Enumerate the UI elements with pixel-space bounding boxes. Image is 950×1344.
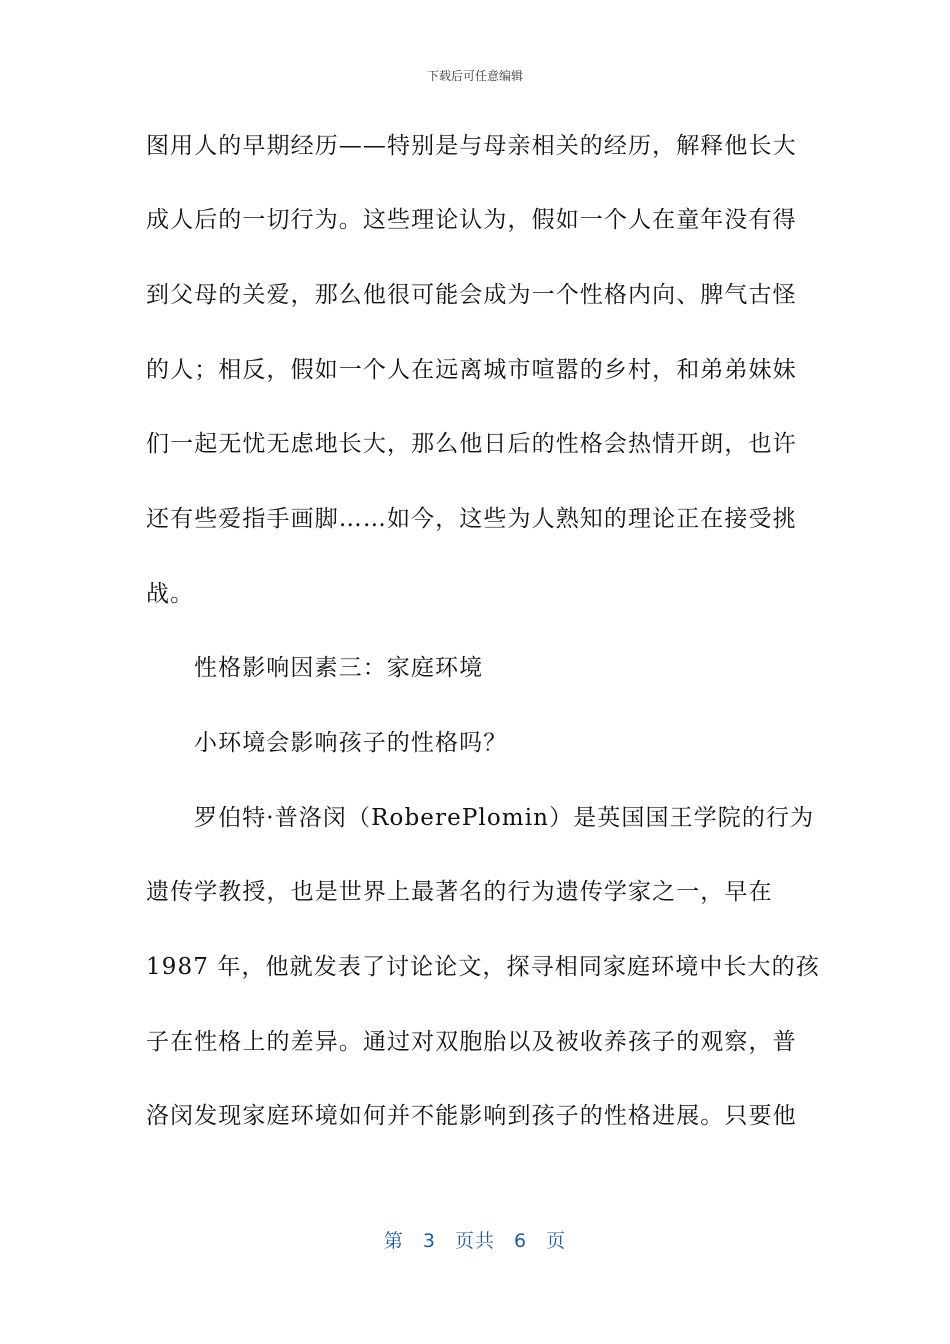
- paragraph-line: 还有些爱指手画脚……如今，这些为人熟知的理论正在接受挑: [146, 506, 797, 532]
- page-header: 下载后可任意编辑: [426, 69, 523, 83]
- section-question: 小环境会影响孩子的性格吗？: [194, 730, 508, 756]
- paragraph-line: 们一起无忧无虑地长大，那么他日后的性格会热情开朗，也许: [146, 431, 797, 457]
- paragraph-line: 的人；相反，假如一个人在远离城市喧嚣的乡村，和弟弟妹妹: [146, 357, 797, 383]
- paragraph-line: 洛闵发现家庭环境如何并不能影响到孩子的性格进展。只要他: [146, 1103, 797, 1129]
- paragraph-line: 子在性格上的差异。通过对双胞胎以及被收养孩子的观察，普: [146, 1029, 797, 1055]
- paragraph-line: 罗伯特·普洛闵（RoberePlomin）是英国国王学院的行为: [194, 805, 815, 831]
- page-number-footer: 第 3 页共 6 页: [383, 1230, 567, 1252]
- section-heading: 性格影响因素三：家庭环境: [194, 655, 484, 681]
- paragraph-line: 图用人的早期经历——特别是与母亲相关的经历，解释他长大: [146, 133, 797, 159]
- paragraph-line: 遗传学教授，也是世界上最著名的行为遗传学家之一，早在: [146, 879, 773, 905]
- paragraph-line: 成人后的一切行为。这些理论认为，假如一个人在童年没有得: [146, 207, 797, 233]
- paragraph-line: 1987 年，他就发表了讨论论文，探寻相同家庭环境中长大的孩: [146, 954, 820, 980]
- paragraph-line: 战。: [146, 581, 195, 607]
- paragraph-line: 到父母的关爱，那么他很可能会成为一个性格内向、脾气古怪: [146, 282, 797, 308]
